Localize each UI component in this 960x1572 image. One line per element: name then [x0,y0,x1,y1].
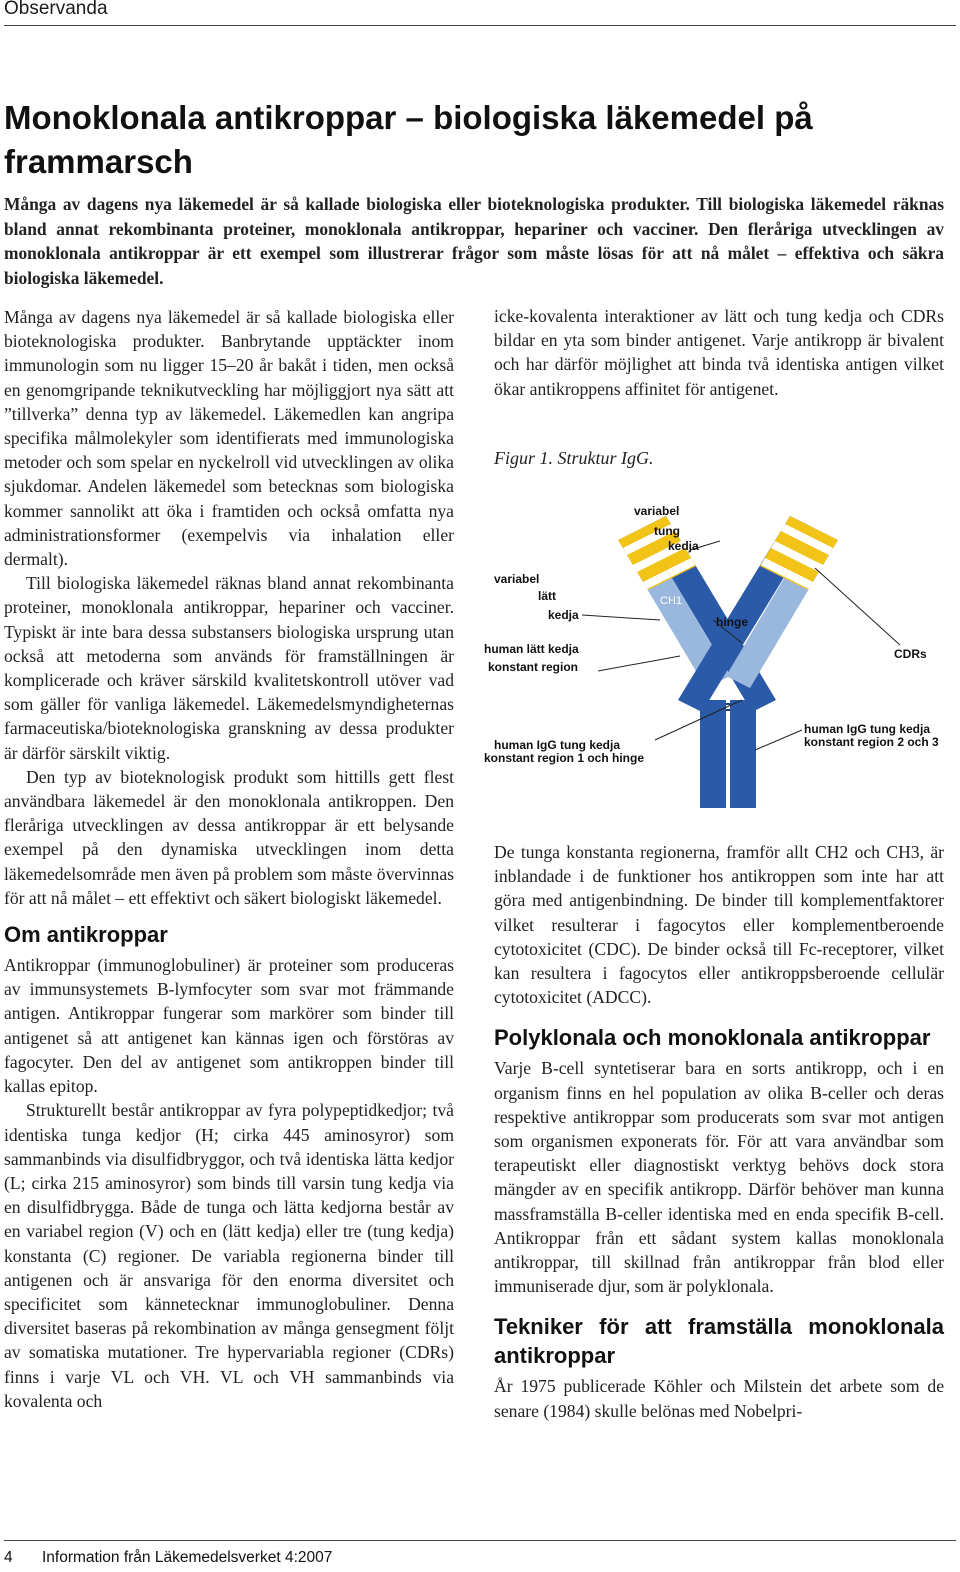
body-paragraph: Många av dagens nya läkemedel är så kallade biologiska eller bioteknologiska produkter. Banbrytande upptäckter inom immunologin som nu ligger 15–20 år bakåt i tiden, men också en genomgripande teknikutveckling har möjliggjort nya sätt att ”tillverka” denna typ av läkemedel. Läkemedlen kan angripa specifika målmolekyler som identifierats med immunologiska metoder och som spelar en nyckelroll vid utvecklingen av olika sjukdomar. Andelen läkemedel som betecknas som biologiska kommer sannolikt att öka i framtiden och också omfatta nya administrationsformer (exempelvis via inhalation eller dermalt). [4,307,454,570]
article-lead: Många av dagens nya läkemedel är så kallade biologiska eller bioteknologiska produkter. Till biologiska läkemedel räknas bland annat rekombinanta proteiner, monoklonala antikroppar, hepariner och vacciner. Den fleråriga utvecklingen av monoklonala antikroppar är ett exempel som illustrerar frågor som måste lösas för att nå målet – effektiva och säkra biologiska läkemedel. [4,194,944,288]
page-number: 4 [4,1549,13,1566]
top-divider [4,25,956,26]
label-light-chain: kedja [548,608,579,622]
label-igg-ch1-1: human IgG tung kedja [494,738,621,752]
body-paragraph: År 1975 publicerade Köhler och Milstein det arbete som de senare (1984) skulle belönas med Nobelpri- [494,1376,944,1421]
body-paragraph: Till biologiska läkemedel räknas bland annat rekombinanta proteiner, monoklonala antikroppar, hepariner och vacciner. Typiskt är inte bara dessa substansers biologiska ursprung utan också att metoderna som används för framställningen är komplicerade och kräver särskild kvalitetskontroll utöver vad som gäller för vanliga läkemedel. Läkemedelsmyndigheternas farmaceutiska/bioteknologiska granskning av dessa produkter är därför särskilt viktig. [4,573,454,763]
label-variable-heavy: variabel [634,504,680,518]
page-footer [4,1549,332,1567]
bottom-divider [4,1540,956,1541]
publication-name: Information från Läkemedelsverket 4:2007 [42,1549,333,1566]
igg-structure-figure [480,478,950,818]
label-ch1: CH1 [660,595,683,607]
label-light-constant-1: human lätt kedja [484,642,579,656]
label-heavy-chain: kedja [668,539,699,553]
body-paragraph: Strukturellt består antikroppar av fyra polypeptidkedjor; två identiska tunga kedjor (H; cirka 445 aminosyror) som sammanbinds via disulfidbryggor, och två identiska lätta kedjor (L; cirka 215 aminosyror) som binds till varsin tung kedja via en disulfidbrygga. Både de tunga och lätta kedjorna består av en variabel region (V) och en (lätt kedja) eller tre (tung kedja) konstanta (C) regioner. De variabla regionerna binder till antigenen och är ansvariga för den enorma diversitet och specificitet som kännetecknar immunoglobuliner. Denna diversitet baseras på rekombination av många gensegment följt av somatiska mutationer. Tre hypervariabla regioner (CDRs) finns i varje VL och VH. VL och VH sammanbinds via kovalenta och [4,1100,454,1411]
left-column [4,305,454,1413]
right-column-bottom [494,840,944,1423]
body-paragraph: Varje B-cell syntetiserar bara en sorts antikropp, och i en organism finns en hel population av olika B-celler och deras respektive antikroppar som producerats som svar mot antigen som organismen exponerats för. För att vara användbar som terapeutiskt eller diagnostiskt verktyg behövs dock stora mängder av en specifik antikropp. Därför behöver man kunna massframställa B-celler identiska med en enda specifik B-cell. Antikroppar från ett sådant system kallas monoklonala antikroppar, till skillnad från antikroppar från blod eller immuniserade djur, som är polyklonala. [494,1058,944,1297]
label-light-constant-2: konstant region [488,660,579,674]
article-title: Monoklonala antikroppar – biologiska läkemedel på frammarsch [4,99,813,180]
body-paragraph: De tunga konstanta regionerna, framför allt CH2 och CH3, är inblandade i de funktioner hos antikroppen som inte har att göra med antigenbindning. De binder till komplementfaktorer vilket resulterar i fagocytos eller komplementberoende cytotoxicitet (CDC). De binder också till Fc-receptorer, vilket kan resultera i fagocytos eller antikroppsberoende cellulär cytotoxicitet (ADCC). [494,842,944,1008]
label-light: lätt [538,589,556,603]
section-label: Observanda [4,0,108,19]
body-paragraph: Den typ av bioteknologisk produkt som hittills gett flest användbara läkemedel är den monoklonala antikroppen. Den fleråriga utvecklingen av dessa antikroppar är ett belysande exempel på den dynamiska utvecklingen inom detta läkemedelsområde men även på problem som måste övervinnas för att nå målet – ett effektivt och säkert biologiskt läkemedel. [4,766,454,908]
label-igg-ch23-1: human IgG tung kedja [804,722,931,736]
label-variable-light: variabel [494,572,540,586]
igg-diagram [480,478,950,818]
section-heading: Polyklonala och monoklonala antikroppar [494,1025,931,1051]
figure-caption: Figur 1. Struktur IgG. [494,448,654,468]
body-paragraph: icke-kovalenta interaktioner av lätt och tung kedja och CDRs bildar en yta som binder antigenet. Varje antikropp är bivalent och har därför möjlighet att binda två identiska antigen vilket ökar antikroppens affinitet för antigenet. [494,306,944,399]
label-igg-ch1-2: konstant region 1 och hinge [484,751,645,765]
section-heading: Tekniker för att framställa monoklonala antikroppar [494,1314,944,1369]
body-paragraph: Antikroppar (immunoglobuliner) är proteiner som produceras av immunsystemets B-lymfocyter som svar mot främmande antigen. Antikroppar fungerar som markörer som binder till antigenet så att antigenet kan kännas igen och förstöras av fagocyter. Den del av antigenet som antikroppen binder till kallas epitop. [4,955,454,1097]
label-igg-ch23-2: konstant region 2 och 3 [804,735,939,749]
label-hinge: hinge [716,615,748,629]
right-column-top [494,304,944,401]
fc-stem [700,700,756,808]
label-heavy: tung [654,524,680,538]
section-heading: Om antikroppar [4,922,168,948]
label-cdrs: CDRs [894,647,927,661]
